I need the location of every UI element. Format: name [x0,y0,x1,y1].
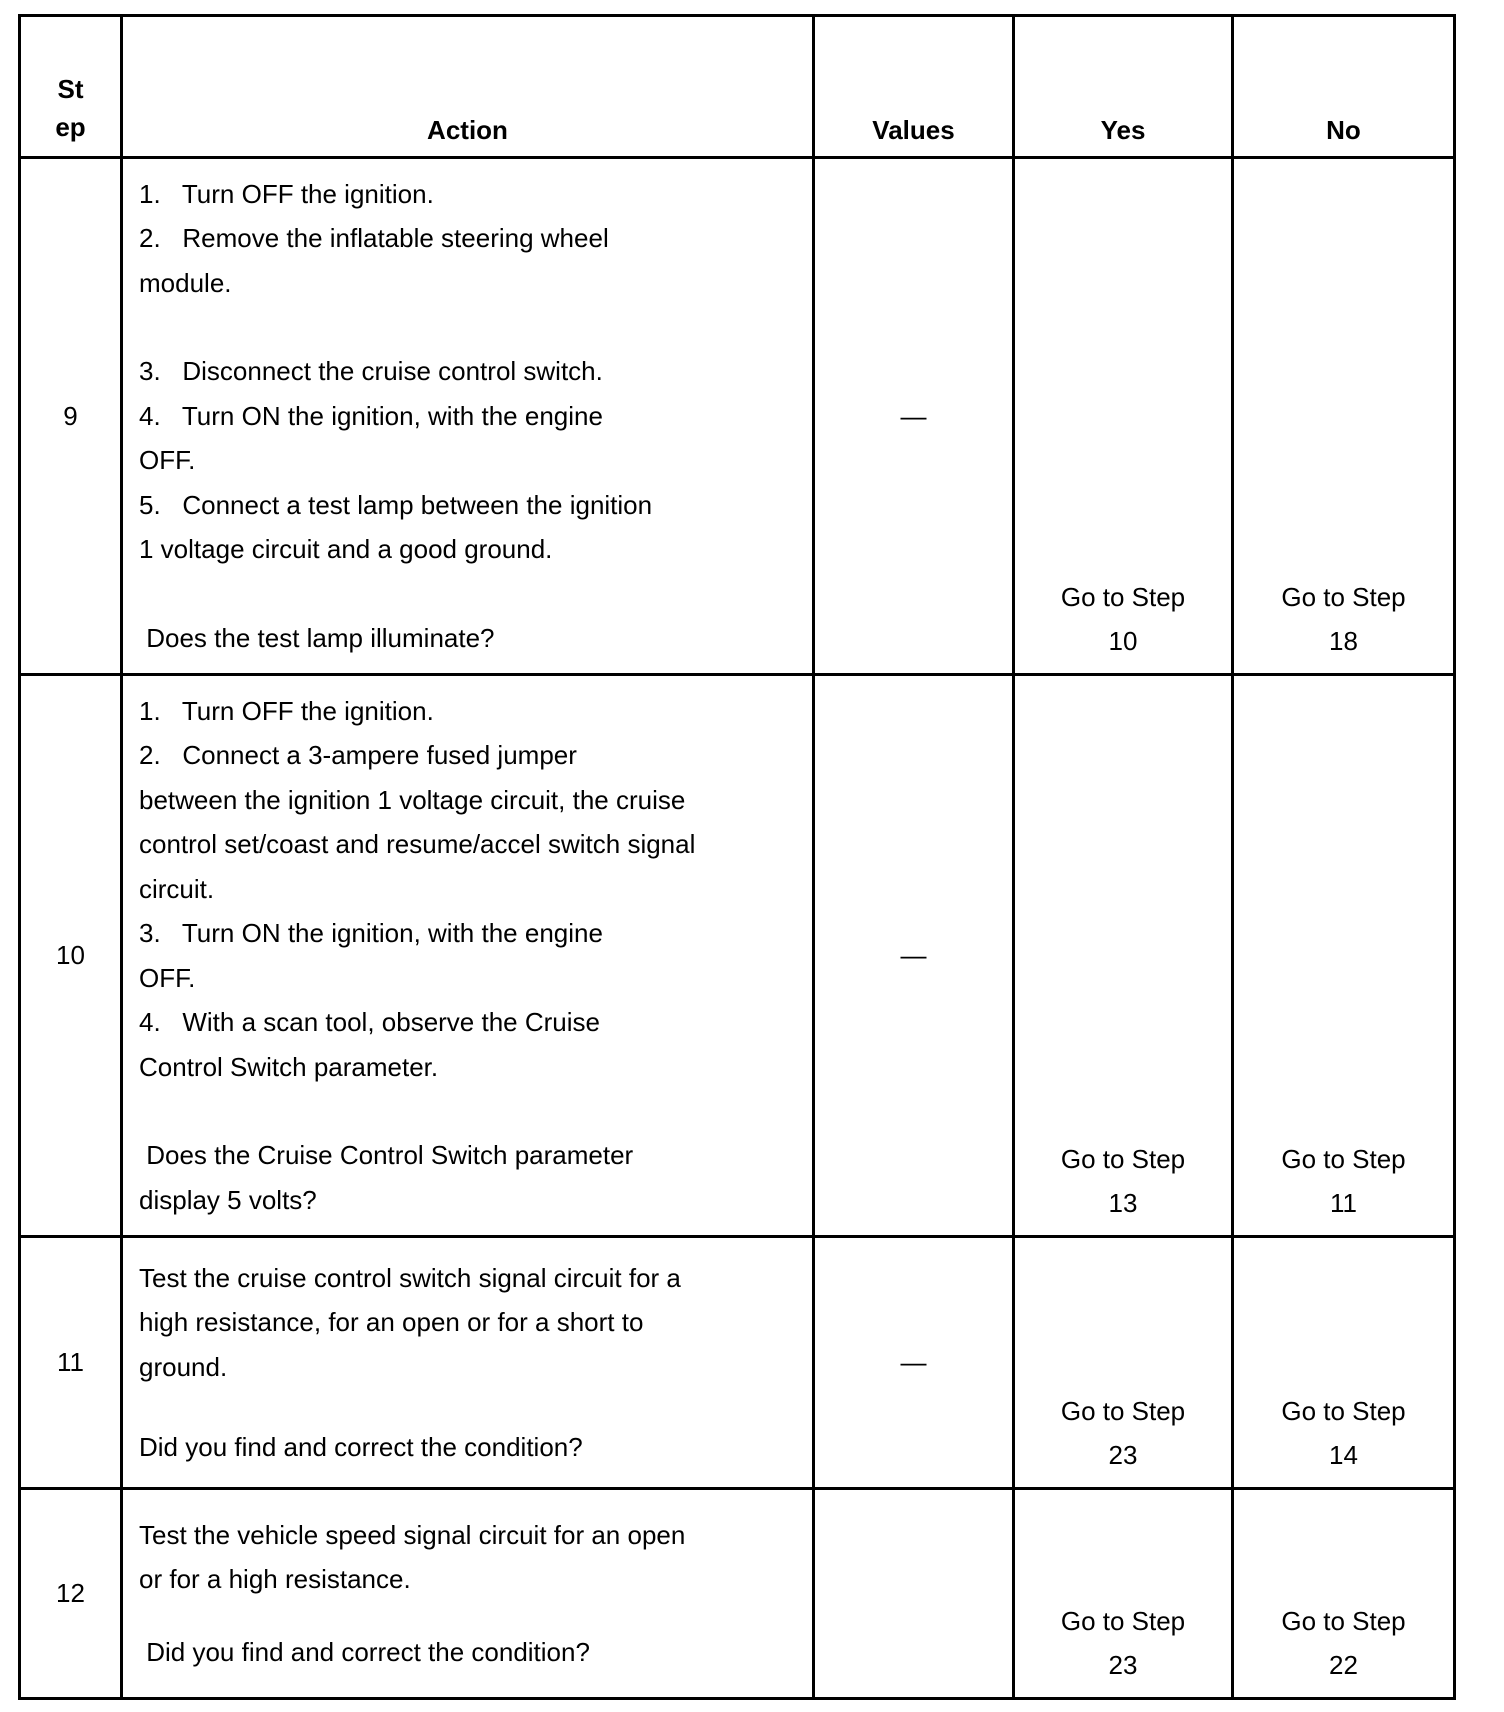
action-cell [122,158,814,675]
yes-target-step[interactable]: 13 [1108,1188,1138,1218]
yes-label: Go to Step [1060,1144,1186,1174]
action-line: 4. Turn ON the ignition, with the engine [139,400,603,431]
yes-target-step[interactable]: 23 [1108,1650,1138,1680]
action-question: Does the Cruise Control Switch parameter [139,1140,634,1171]
action-line: 1. Turn OFF the ignition. [139,178,434,209]
action-line: 1 voltage circuit and a good ground. [139,534,553,565]
action-line: 5. Connect a test lamp between the ignition [139,489,653,520]
action-line: Control Switch parameter. [139,1051,439,1082]
no-target-step[interactable]: 18 [1329,626,1358,656]
action-line: OFF. [139,962,196,993]
no-cell [1233,158,1455,675]
yes-label: Go to Step [1060,1606,1186,1636]
no-label: Go to Step [1281,1396,1406,1426]
header-step [20,16,122,158]
header-step-line2: ep [55,112,86,142]
action-line: module. [139,267,232,298]
header-action: Action [122,16,814,158]
yes-cell [1014,1237,1233,1489]
action-line: 4. With a scan tool, observe the Cruise [139,1007,600,1038]
values-cell [814,1489,1014,1699]
yes-cell [1014,675,1233,1237]
no-label: Go to Step [1281,1606,1406,1636]
no-target-step[interactable]: 22 [1329,1650,1358,1680]
table-row [20,1237,1455,1489]
action-question: Does the test lamp illuminate? [139,622,495,653]
diagnostic-table [18,14,1456,1700]
action-line: 3. Turn ON the ignition, with the engine [139,918,603,949]
header-yes: Yes [1014,16,1233,158]
no-target-step[interactable]: 11 [1330,1188,1357,1218]
action-line: control set/coast and resume/accel switch signal [139,829,696,860]
values-cell: — [814,675,1014,1237]
yes-cell [1014,158,1233,675]
action-line: 1. Turn OFF the ignition. [139,695,434,726]
action-cell [122,1237,814,1489]
header-values: Values [814,16,1014,158]
header-step-line1: St [57,74,84,104]
no-label: Go to Step [1281,1144,1406,1174]
no-label: Go to Step [1281,582,1406,612]
table-row [20,158,1455,675]
action-line: or for a high resistance. [139,1564,411,1595]
action-line: high resistance, for an open or for a short to [139,1307,644,1337]
yes-target-step[interactable]: 23 [1108,1440,1138,1470]
action-line: 2. Remove the inflatable steering wheel [139,223,609,254]
action-question: Did you find and correct the condition? [139,1432,583,1462]
header-row [20,16,1455,158]
step-number: 10 [20,675,122,1237]
values-cell: — [814,158,1014,675]
action-line: between the ignition 1 voltage circuit, the cruise [139,784,686,815]
values-cell: — [814,1237,1014,1489]
table-row [20,675,1455,1237]
action-line: ground. [139,1351,228,1382]
action-line: 2. Connect a 3-ampere fused jumper [139,740,577,771]
no-cell [1233,1489,1455,1699]
yes-target-step[interactable]: 10 [1108,626,1138,656]
action-question: Did you find and correct the condition? [139,1636,590,1667]
action-line: circuit. [139,873,215,904]
yes-label: Go to Step [1060,582,1186,612]
action-line: OFF. [139,445,196,476]
no-cell [1233,675,1455,1237]
action-cell [122,1489,814,1699]
action-line: Test the vehicle speed signal circuit for an open [139,1519,686,1550]
no-cell [1233,1237,1455,1489]
step-number: 12 [20,1489,122,1699]
step-number: 9 [20,158,122,675]
yes-cell [1014,1489,1233,1699]
action-line: 3. Disconnect the cruise control switch. [139,356,603,387]
action-question: display 5 volts? [139,1184,317,1215]
step-number: 11 [20,1237,122,1489]
action-cell [122,675,814,1237]
table-row [20,1489,1455,1699]
header-no: No [1233,16,1455,158]
no-target-step[interactable]: 14 [1329,1440,1358,1470]
yes-label: Go to Step [1060,1396,1186,1426]
action-line: Test the cruise control switch signal circuit for a [139,1262,681,1293]
